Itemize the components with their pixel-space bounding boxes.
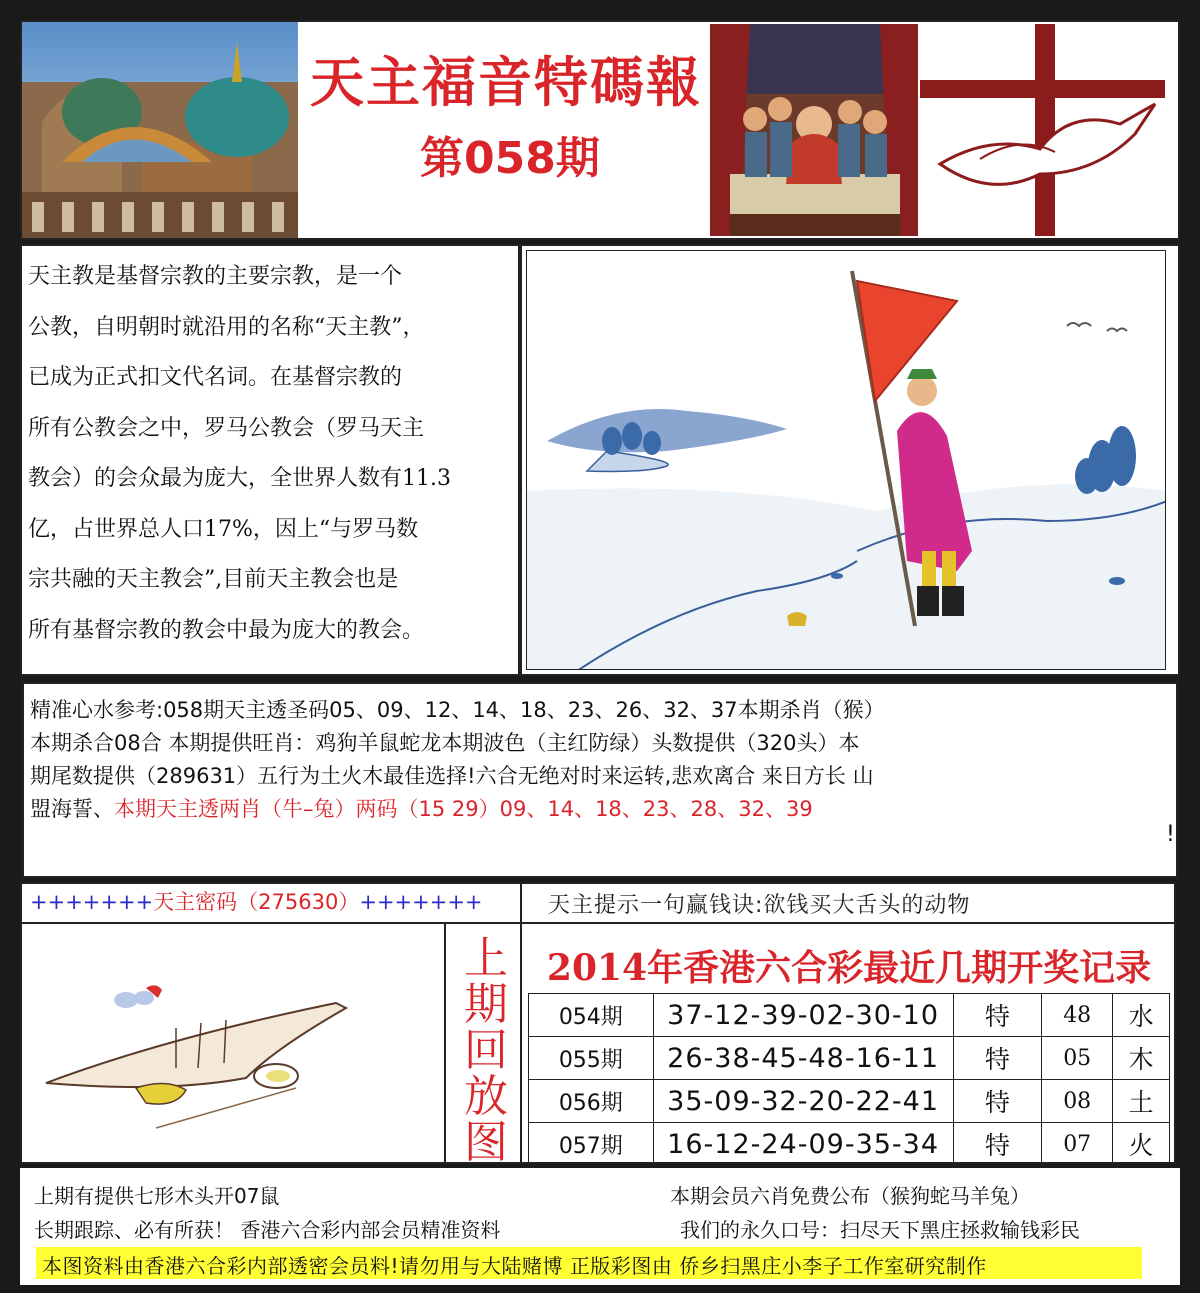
table-row [529,994,1170,1037]
replay-label [458,933,514,1168]
tips-line: 本期杀合08合 本期提供旺肖：鸡狗羊鼠蛇龙本期波色（主红防绿）头数提供（320头）本 [30,731,860,755]
intro-line: 公教，自明朝时就沿用的名称“天主教”， [28,314,425,340]
numbers-cell: 16-12-24-09-35-34 [653,1123,953,1166]
intro-line: 亿，占世界总人口17%，因上“与罗马数 [28,516,419,542]
element-cell: 木 [1113,1037,1170,1080]
period-cell: 057期 [529,1123,654,1166]
table-row [529,1037,1170,1080]
period-cell: 055期 [529,1037,654,1080]
special-cell: 48 [1042,994,1113,1037]
numbers-cell: 37-12-39-02-30-10 [653,994,953,1037]
te-cell: 特 [953,1080,1042,1123]
hint-text: 天主提示一句赢钱诀:欲钱买大舌头的动物 [548,893,971,918]
tips-mark: ! [1166,822,1175,847]
period-cell: 054期 [529,994,654,1037]
lower-divider-v2 [444,924,446,1162]
replay-label-char: 回 [464,1025,508,1076]
numbers-cell: 35-09-32-20-22-41 [653,1080,953,1123]
records-title: 2014年香港六合彩最近几期开奖记录 [546,947,1152,989]
replay-label-char: 期 [464,979,508,1030]
poster-title: 天主福音特碼報 [310,51,702,114]
footer-right-2: 我们的永久口号：扫尽天下黑庄拯救输钱彩民 [680,1218,1080,1242]
replay-illustration [26,928,440,1158]
replay-label-char: 放 [464,1071,508,1122]
period-cell: 056期 [529,1080,654,1123]
element-cell: 火 [1113,1123,1170,1166]
replay-label-char: 图 [464,1117,508,1168]
special-cell: 08 [1042,1080,1113,1123]
secret-code-suffix: +++++++ [359,890,483,914]
tips-line: 期尾数提供（289631）五行为土火木最佳选择!六合无绝对时来运转,悲欢离合 来日方长 山 [30,764,874,788]
table-row [529,1123,1170,1166]
intro-line: 天主教是基督宗教的主要宗教，是一个 [28,264,403,289]
intro-line: 教会）的会众最为庞大，全世界人数有11.3 [28,466,451,491]
te-cell: 特 [953,1123,1042,1166]
intro-text [28,252,516,656]
cathedral-image [22,22,298,238]
tips-text-highlight: 09、14、18、23、28、32、39 [499,797,813,819]
replay-label-char: 上 [464,933,508,984]
records-table [528,993,1170,1166]
table-row [529,1080,1170,1123]
tips-line [30,793,1170,819]
secret-code-prefix: +++++++ [30,890,154,914]
flag-bearer-illustration [526,250,1166,670]
intro-line: 宗共融的天主教会”,目前天主教会也是 [28,567,399,592]
footer-left-2: 长期跟踪、必有所获！ 香港六合彩内部会员精准资料 [34,1218,501,1242]
element-cell: 水 [1113,994,1170,1037]
tips-text-plain: 盟海誓、 [30,797,114,819]
footer-right-1: 本期会员六肖免费公布（猴狗蛇马羊兔） [670,1184,1030,1208]
special-cell: 07 [1042,1123,1113,1166]
tips-text-highlight: 本期天主透两肖（牛–兔）两码（15 29） [114,797,500,819]
tips-text [30,694,1170,819]
intro-line: 所有公教会之中，罗马公教会（罗马天主 [28,415,425,441]
intro-line: 所有基督宗教的教会中最为庞大的教会。 [28,617,425,643]
cross-dove-image [920,24,1178,236]
footer-banner-text: 本图资料由香港六合彩内部透密会员料!请勿用与大陆赌博 正版彩图由 侨乡扫黑庄小李子工作室研究制作 [42,1254,987,1278]
footer-banner [36,1247,1142,1279]
special-cell: 05 [1042,1037,1113,1080]
issue-number: 第058期 [420,133,600,184]
te-cell: 特 [953,994,1042,1037]
intro-divider [518,246,522,674]
element-cell: 土 [1113,1080,1170,1123]
intro-line: 已成为正式扣文代名词。在基督宗教的 [28,365,403,390]
lower-divider-v1 [520,884,522,1162]
numbers-cell: 26-38-45-48-16-11 [653,1037,953,1080]
lower-divider-h [22,922,1174,924]
secret-code [30,886,483,916]
tips-line: 精准心水参考:058期天主透圣码05、09、12、14、18、23、26、32、37本期杀肖（猴） [30,698,885,722]
last-supper-image [710,24,918,236]
te-cell: 特 [953,1037,1042,1080]
footer-left-1: 上期有提供七形木头开07鼠 [34,1184,280,1208]
secret-code-label: 天主密码（275630） [153,890,360,914]
